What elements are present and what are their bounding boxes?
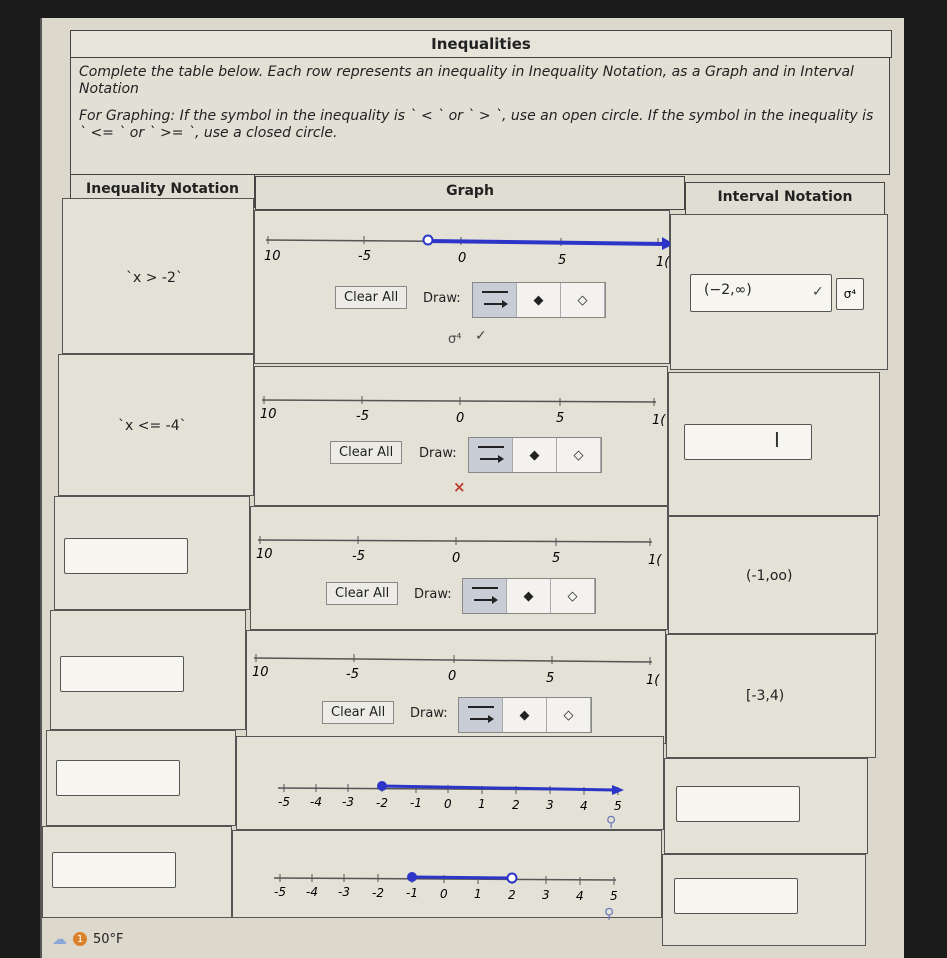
row4-tick-label: 1( (646, 673, 660, 688)
row5-closed-circle (377, 781, 387, 791)
row4-tick-label: 10 (252, 665, 269, 680)
row1-graph-check-icon: ✓ (475, 328, 487, 344)
instructions (70, 57, 890, 175)
page-title: Inequalities (70, 30, 892, 58)
row1-tick-label: 1( (656, 255, 670, 270)
row6-tick-label: 0 (440, 887, 448, 901)
row4-clear-all-button[interactable]: Clear All (322, 701, 394, 724)
row3-tick-label: 5 (552, 551, 561, 566)
row4-draw-label: Draw: (410, 706, 448, 721)
ray-icon (480, 288, 510, 312)
text-cursor-icon: I (774, 428, 780, 452)
row3-tick-label: 1( (648, 553, 662, 568)
row3-tick-label: 0 (452, 551, 461, 566)
row3-toolbar (462, 578, 596, 614)
notification-badge: 1 (73, 932, 87, 946)
row4-closed-dot-tool[interactable] (503, 698, 547, 732)
row1-ray (428, 241, 666, 244)
row2-toolbar (468, 437, 602, 473)
row5-tick-label: -2 (376, 796, 388, 810)
row1-tick-label: 0 (458, 251, 467, 266)
row1-open-circle (424, 236, 433, 245)
open-dot-icon: ◇ (577, 292, 588, 308)
row6-number-line[interactable] (266, 866, 636, 910)
row6-tick-label: -1 (406, 886, 418, 900)
row1-graph-keyboard-icon[interactable]: σ⁴ (448, 332, 462, 347)
row6-inequality-input[interactable] (52, 852, 176, 888)
row3-inequality-input[interactable] (64, 538, 188, 574)
row4-tick-label: -5 (346, 667, 359, 682)
cloud-icon: ☁ (52, 930, 67, 948)
row5-tick-label: 1 (478, 797, 486, 811)
row3-tick-label: 10 (256, 547, 273, 562)
row5-inequality-input[interactable] (56, 760, 180, 796)
ray-icon (470, 584, 500, 608)
row2-tick-label: 10 (260, 407, 277, 422)
row4-ray-tool[interactable] (459, 698, 503, 732)
row5-tick-label: -3 (342, 795, 354, 809)
row5-tick-label: 0 (444, 797, 452, 811)
row6-segment (412, 877, 512, 878)
row2-tick-label: -5 (356, 409, 369, 424)
row5-tick-label: 5 (614, 799, 622, 813)
row5-tick-label: 3 (546, 798, 554, 812)
row1-tick-label: 10 (264, 249, 281, 264)
row1-toolbar (472, 282, 606, 318)
taskbar-weather[interactable] (52, 930, 124, 948)
row6-interval-input[interactable] (674, 878, 798, 914)
row2-tick-label: 0 (456, 411, 465, 426)
row1-number-line[interactable] (258, 226, 678, 274)
zoom-icon[interactable]: ⚲ (606, 814, 617, 830)
open-dot-icon: ◇ (567, 588, 578, 604)
row2-draw-label: Draw: (419, 446, 457, 461)
closed-dot-icon: ◆ (529, 447, 540, 463)
row3-ray-tool[interactable] (463, 579, 507, 613)
row6-tick-label: 3 (542, 888, 550, 902)
row5-number-line[interactable] (270, 776, 640, 820)
row4-number-line[interactable] (248, 644, 668, 688)
row3-draw-label: Draw: (414, 587, 452, 602)
row2-ray-tool[interactable] (469, 438, 513, 472)
row1-open-dot-tool[interactable] (561, 283, 605, 317)
header-graph: Graph (255, 176, 685, 210)
row3-closed-dot-tool[interactable] (507, 579, 551, 613)
temperature: 50°F (93, 931, 124, 947)
row5-tick-label: -5 (278, 795, 290, 809)
open-dot-icon: ◇ (563, 707, 574, 723)
row1-tick-label: 5 (558, 253, 567, 268)
row1-interval-check-icon: ✓ (812, 284, 824, 300)
row1-draw-label: Draw: (423, 291, 461, 306)
row6-tick-label: 4 (576, 889, 584, 903)
closed-dot-icon: ◆ (533, 292, 544, 308)
header-inequality: Inequality Notation (70, 174, 255, 208)
row4-interval-value: [-3,4) (746, 688, 785, 704)
row2-tick-label: 1( (652, 413, 666, 428)
row1-tick-label: -5 (358, 249, 371, 264)
row1-closed-dot-tool[interactable] (517, 283, 561, 317)
row3-interval-value: (-1,oo) (746, 568, 793, 584)
row2-inequality: `x <= -4` (118, 418, 187, 434)
row3-tick-label: -5 (352, 549, 365, 564)
instructions-text-2: For Graphing: If the symbol in the inequality is ` < ` or ` > `, use an open circle. If the symbol in the inequality is ` <= ` or ` >= `, use a closed circle. (79, 108, 874, 141)
row2-number-line[interactable] (256, 386, 676, 430)
row5-interval-input[interactable] (676, 786, 800, 822)
row2-closed-dot-tool[interactable] (513, 438, 557, 472)
row4-inequality-input[interactable] (60, 656, 184, 692)
open-dot-icon: ◇ (573, 447, 584, 463)
row6-tick-label: -5 (274, 885, 286, 899)
row6-closed-circle (407, 872, 417, 882)
row6-tick-label: -4 (306, 885, 318, 899)
row1-clear-all-button[interactable]: Clear All (335, 286, 407, 309)
closed-dot-icon: ◆ (523, 588, 534, 604)
row5-tick-label: -1 (410, 796, 422, 810)
row5-tick-label: 4 (580, 799, 588, 813)
row3-open-dot-tool[interactable] (551, 579, 595, 613)
row6-tick-label: -2 (372, 886, 384, 900)
row4-tick-label: 0 (448, 669, 457, 684)
instructions-text-1: Complete the table below. Each row represents an inequality in Inequality Notation, as a Graph and in Interval Notation (79, 64, 854, 97)
row3-clear-all-button[interactable]: Clear All (326, 582, 398, 605)
row1-interval-value: (−2,∞) (704, 282, 752, 298)
ray-icon (476, 443, 506, 467)
zoom-icon[interactable]: ⚲ (604, 906, 615, 922)
row6-tick-label: 5 (610, 889, 618, 903)
closed-dot-icon: ◆ (519, 707, 530, 723)
row1-keyboard-icon[interactable]: σ⁴ (836, 278, 864, 310)
row4-open-dot-tool[interactable] (547, 698, 591, 732)
ray-icon (466, 703, 496, 727)
row6-tick-label: 2 (508, 888, 516, 902)
row3-number-line[interactable] (252, 526, 672, 570)
row2-tick-label: 5 (556, 411, 565, 426)
row4-toolbar (458, 697, 592, 733)
row6-tick-label: -3 (338, 885, 350, 899)
row1-inequality: `x > -2` (126, 270, 183, 286)
header-interval: Interval Notation (685, 182, 885, 216)
row2-open-dot-tool[interactable] (557, 438, 601, 472)
row2-interval-input[interactable] (684, 424, 812, 460)
row5-tick-label: -4 (310, 795, 322, 809)
row2-clear-all-button[interactable]: Clear All (330, 441, 402, 464)
row6-tick-label: 1 (474, 887, 482, 901)
row4-tick-label: 5 (546, 671, 555, 686)
row2-error-icon: × (453, 478, 466, 496)
row5-tick-label: 2 (512, 798, 520, 812)
row1-ray-tool[interactable] (473, 283, 517, 317)
row6-open-circle (508, 874, 517, 883)
